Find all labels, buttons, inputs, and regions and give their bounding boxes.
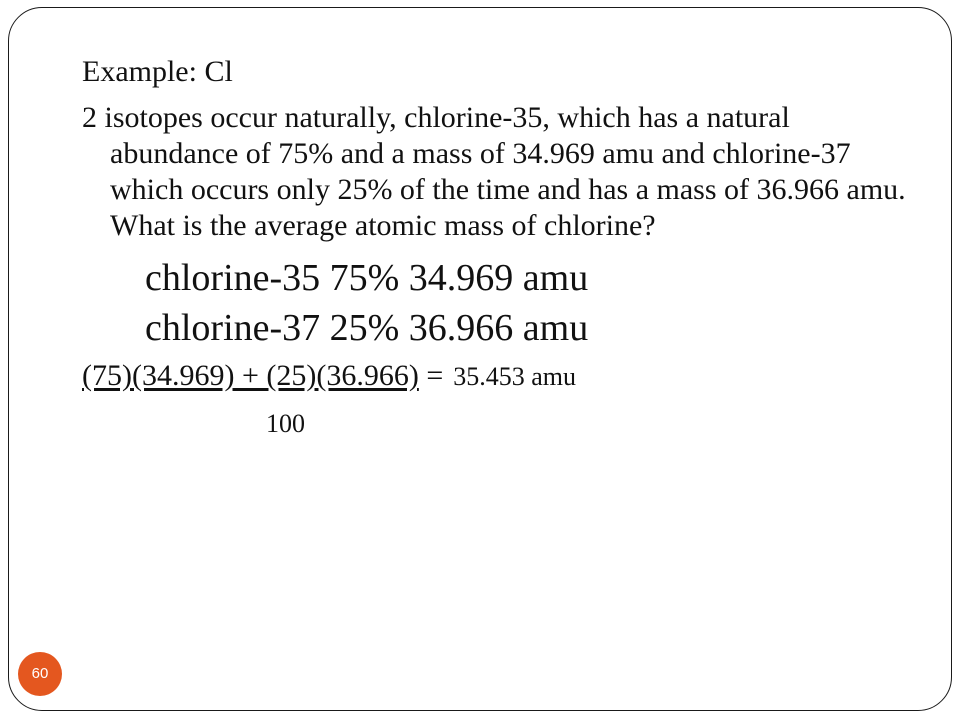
isotope-line-cl37: chlorine-37 25% 36.966 amu — [145, 307, 589, 349]
isotope-line-cl35: chlorine-35 75% 34.969 amu — [145, 257, 589, 299]
formula-denominator: 100 — [266, 409, 305, 438]
page-number-badge: 60 — [18, 652, 62, 696]
formula-result: 35.453 amu — [453, 362, 577, 391]
formula-line — [82, 358, 576, 395]
formula-numerator: (75)(34.969) + (25)(36.966) — [82, 359, 419, 392]
slide-heading: Example: Cl — [82, 55, 233, 88]
problem-paragraph: 2 isotopes occur naturally, chlorine-35, which has a natural abundance of 75% and a mass of 34.969 amu and chlorine-37 which occurs only 25% of the time and has a mass of 36.966 amu. What is the average atomic mass of chlorine? — [82, 101, 906, 242]
formula-equals: = — [418, 359, 444, 392]
